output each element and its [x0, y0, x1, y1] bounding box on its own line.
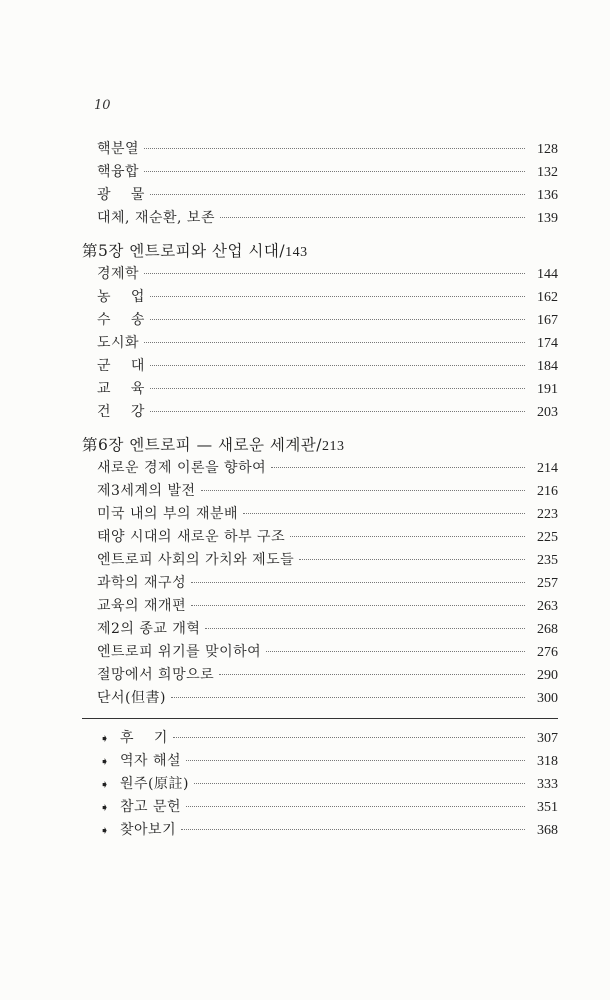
toc-entry[interactable]: [82, 687, 558, 710]
toc-entry[interactable]: [82, 819, 558, 842]
toc-entry[interactable]: [82, 641, 558, 664]
entry-page: 167: [537, 313, 558, 328]
entry-label: 엔트로피 위기를 맞이하여: [97, 644, 262, 660]
entry-label: 건 강: [97, 404, 145, 420]
toc-entry[interactable]: [82, 796, 558, 819]
entry-page: 333: [537, 777, 558, 792]
chapter-title: 第6장 엔트로피 — 새로운 세계관/: [82, 436, 322, 454]
dot-leader: [290, 536, 525, 537]
toc-entry[interactable]: [82, 161, 558, 184]
toc-entry[interactable]: [82, 332, 558, 355]
toc-entry[interactable]: [82, 401, 558, 424]
toc-entry[interactable]: [82, 526, 558, 549]
entry-label: 광 물: [97, 187, 145, 203]
entry-page: 290: [537, 668, 558, 683]
entry-page: 263: [537, 599, 558, 614]
toc-entry[interactable]: [82, 309, 558, 332]
entry-label: 군 대: [97, 358, 145, 374]
entry-label: 농 업: [97, 289, 145, 305]
dot-leader: [150, 411, 525, 412]
chapter-title: 第5장 엔트로피와 산업 시대/: [82, 242, 286, 260]
entry-page: 225: [537, 530, 558, 545]
entry-page: 144: [537, 267, 558, 282]
chapter-5-heading[interactable]: [82, 239, 558, 263]
entry-page: 203: [537, 405, 558, 420]
toc-entry[interactable]: [82, 480, 558, 503]
entry-label: 엔트로피 사회의 가치와 제도들: [97, 552, 295, 568]
entry-label: 후 기: [120, 730, 168, 746]
dot-leader: [191, 582, 525, 583]
dot-leader: [150, 194, 525, 195]
toc-entry[interactable]: [82, 664, 558, 687]
dot-leader: [201, 490, 525, 491]
entry-label: 찾아보기: [120, 822, 177, 838]
entry-page: 257: [537, 576, 558, 591]
entry-page: 235: [537, 553, 558, 568]
dot-leader: [243, 513, 525, 514]
dot-leader: [181, 829, 525, 830]
dot-leader: [186, 760, 525, 761]
entry-page: 191: [537, 382, 558, 397]
dot-leader: [205, 628, 525, 629]
toc-entry[interactable]: [82, 572, 558, 595]
dot-leader: [144, 171, 525, 172]
entry-page: 132: [537, 165, 558, 180]
entry-label: 역자 해설: [120, 753, 182, 769]
dot-leader: [150, 319, 525, 320]
entry-label: 과학의 재구성: [97, 575, 187, 591]
arrow-bullet-icon: ➧: [100, 755, 110, 768]
entry-page: 318: [537, 754, 558, 769]
chapter-6-entries: [82, 457, 558, 710]
dot-leader: [144, 148, 525, 149]
entry-label: 도시화: [97, 335, 140, 351]
dot-leader: [219, 674, 525, 675]
entry-page: 139: [537, 211, 558, 226]
chapter-6-heading[interactable]: [82, 433, 558, 457]
toc-entry[interactable]: [82, 378, 558, 401]
appendix-entries: [82, 727, 558, 842]
chapter-page: 143: [285, 245, 308, 260]
entry-label: 미국 내의 부의 재분배: [97, 506, 239, 522]
entry-page: 268: [537, 622, 558, 637]
entry-label: 제3세계의 발전: [97, 483, 196, 499]
dot-leader: [144, 273, 525, 274]
arrow-bullet-icon: ➧: [100, 801, 110, 814]
dot-leader: [220, 217, 525, 218]
entry-label: 원주(原註): [120, 776, 189, 792]
dot-leader: [150, 388, 525, 389]
toc-entry[interactable]: [82, 138, 558, 161]
entry-page: 174: [537, 336, 558, 351]
entry-label: 참고 문헌: [120, 799, 182, 815]
entry-label: 수 송: [97, 312, 145, 328]
entry-label: 태양 시대의 새로운 하부 구조: [97, 529, 286, 545]
page-number: 10: [94, 98, 111, 113]
section-entries: [82, 138, 558, 230]
entry-page: 162: [537, 290, 558, 305]
dot-leader: [271, 467, 525, 468]
toc-entry[interactable]: [82, 595, 558, 618]
entry-page: 128: [537, 142, 558, 157]
toc-entry[interactable]: [82, 184, 558, 207]
toc-entry[interactable]: [82, 618, 558, 641]
dot-leader: [266, 651, 525, 652]
section-divider: [82, 718, 558, 719]
dot-leader: [150, 365, 525, 366]
dot-leader: [186, 806, 525, 807]
entry-page: 276: [537, 645, 558, 660]
entry-label: 교육의 재개편: [97, 598, 187, 614]
entry-label: 경제학: [97, 266, 140, 282]
dot-leader: [144, 342, 525, 343]
entry-label: 핵융합: [97, 164, 140, 180]
toc-entry[interactable]: [82, 355, 558, 378]
entry-page: 214: [537, 461, 558, 476]
entry-label: 핵분열: [97, 141, 140, 157]
toc-entry[interactable]: [82, 773, 558, 796]
dot-leader: [150, 296, 525, 297]
chapter-5-entries: [82, 263, 558, 424]
arrow-bullet-icon: ➧: [100, 824, 110, 837]
entry-page: 300: [537, 691, 558, 706]
entry-label: 절망에서 희망으로: [97, 667, 215, 683]
dot-leader: [173, 737, 525, 738]
dot-leader: [171, 697, 525, 698]
toc-entry[interactable]: [82, 750, 558, 773]
toc-entry[interactable]: [82, 286, 558, 309]
entry-label: 단서(但書): [97, 690, 166, 706]
toc-entry[interactable]: [82, 503, 558, 526]
arrow-bullet-icon: ➧: [100, 732, 110, 745]
entry-page: 216: [537, 484, 558, 499]
dot-leader: [299, 559, 525, 560]
arrow-bullet-icon: ➧: [100, 778, 110, 791]
entry-label: 제2의 종교 개혁: [97, 621, 201, 637]
entry-page: 307: [537, 731, 558, 746]
toc-entry[interactable]: [82, 549, 558, 572]
toc-entry[interactable]: [82, 457, 558, 480]
dot-leader: [191, 605, 525, 606]
toc-entry[interactable]: [82, 263, 558, 286]
toc-entry[interactable]: [82, 727, 558, 750]
entry-label: 교 육: [97, 381, 145, 397]
entry-label: 새로운 경제 이론을 향하여: [97, 460, 267, 476]
entry-page: 368: [537, 823, 558, 838]
entry-page: 351: [537, 800, 558, 815]
entry-page: 184: [537, 359, 558, 374]
entry-page: 223: [537, 507, 558, 522]
entry-page: 136: [537, 188, 558, 203]
dot-leader: [194, 783, 525, 784]
table-of-contents: [82, 138, 558, 842]
chapter-page: 213: [322, 439, 345, 454]
toc-entry[interactable]: [82, 207, 558, 230]
entry-label: 대체, 재순환, 보존: [97, 210, 215, 226]
